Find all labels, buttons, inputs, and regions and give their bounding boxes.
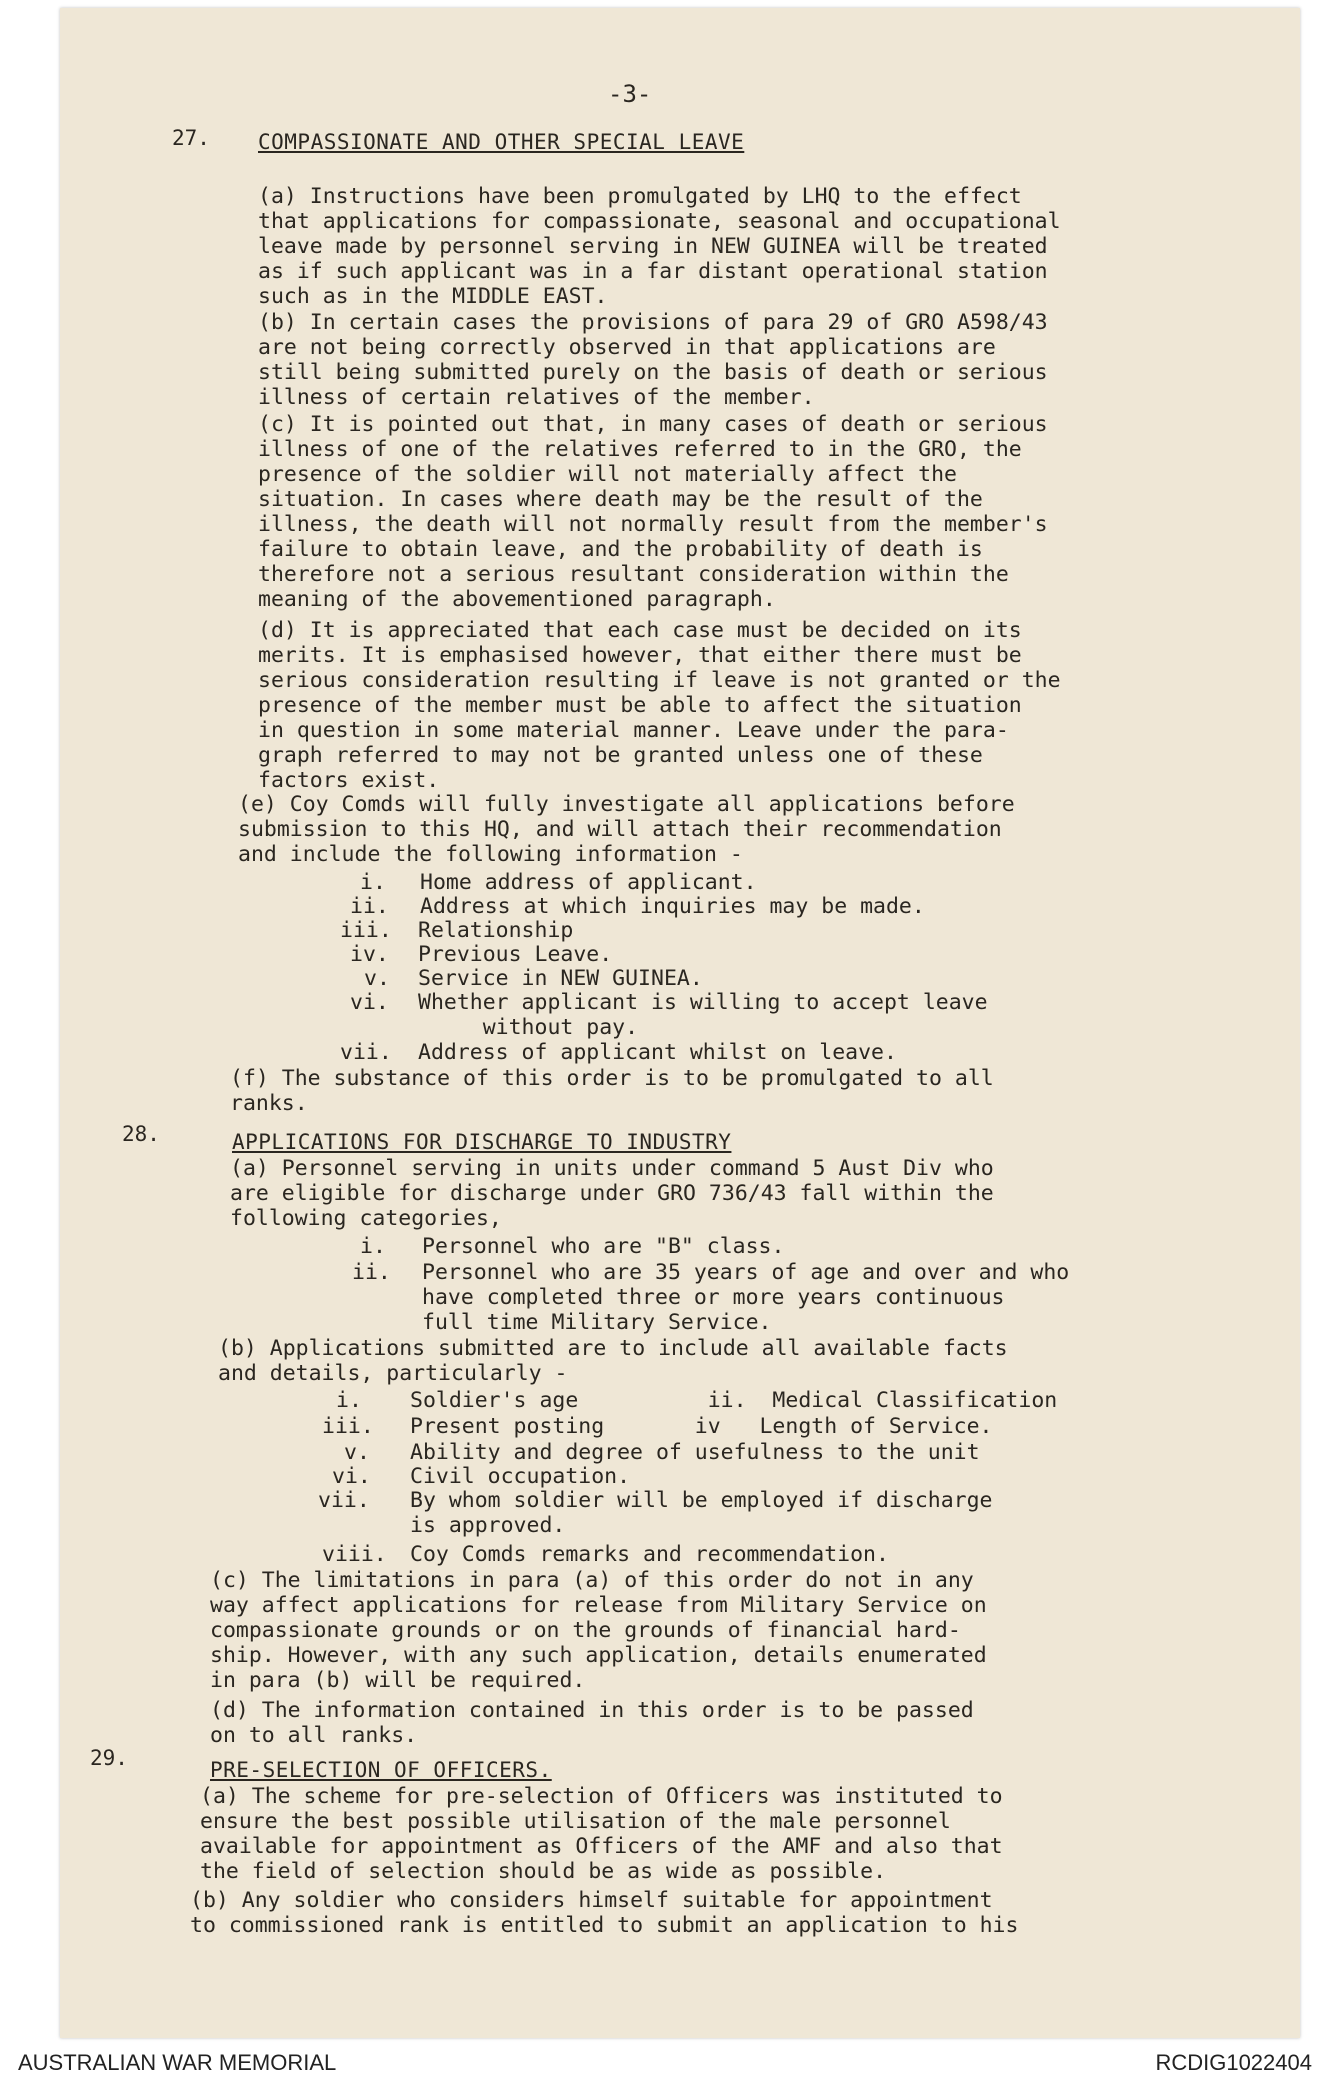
list-item-text: Address of applicant whilst on leave.	[418, 1040, 897, 1065]
list-item-text: Address at which inquiries may be made.	[420, 894, 925, 919]
list-item-number: i.	[360, 870, 386, 895]
detail-number: iii.	[322, 1414, 374, 1439]
section-title: COMPASSIONATE AND OTHER SPECIAL LEAVE	[258, 130, 745, 154]
detail-number: viii.	[322, 1542, 387, 1567]
list-item-text: Home address of applicant.	[420, 870, 757, 895]
section-title: APPLICATIONS FOR DISCHARGE TO INDUSTRY	[232, 1130, 732, 1154]
section-number: 28.	[122, 1122, 160, 1146]
category-number: ii.	[352, 1260, 391, 1285]
detail-number: vii.	[318, 1488, 370, 1513]
list-item-text: Previous Leave.	[418, 942, 613, 967]
section-number: 29.	[90, 1746, 128, 1770]
footer-left: AUSTRALIAN WAR MEMORIAL	[18, 2050, 337, 2075]
page-number: -3-	[608, 80, 652, 108]
detail-number: vi.	[332, 1464, 371, 1489]
category-number: i.	[360, 1234, 386, 1259]
paragraph-a: (a) Instructions have been promulgated by LHQ to the effect that applications for compassionate, seasonal and occupational leave made by personnel serving in NEW GUINEA will be treated as if such applicant was in a far distant operational station such as in the MIDDLE EAST.	[258, 184, 1061, 309]
paragraph-f: (f) The substance of this order is to be promulgated to all ranks.	[230, 1066, 994, 1116]
list-item-text: Whether applicant is willing to accept leave without pay.	[418, 990, 988, 1040]
document-page	[60, 8, 1300, 2038]
detail-text: Present posting iv Length of Service.	[410, 1414, 993, 1439]
list-item-number: iii.	[340, 918, 392, 943]
paragraph-a: (a) The scheme for pre-selection of Officers was instituted to ensure the best possible utilisation of the male personnel available for appointment as Officers of the AMF and also that the field of selection should be as wide as possible.	[200, 1784, 1003, 1884]
detail-number: v.	[344, 1440, 370, 1465]
list-item-number: v.	[364, 966, 390, 991]
paragraph-e: (e) Coy Comds will fully investigate all applications before submission to this HQ, and will attach their recommendation and include the following information -	[238, 792, 1015, 867]
detail-text: Soldier's age ii. Medical Classification	[410, 1388, 1058, 1413]
paragraph-c: (c) It is pointed out that, in many cases of death or serious illness of one of the relatives referred to in the GRO, the presence of the soldier will not materially affect the situation. In cases where death may be the result of the illness, the death will not normally result from the member's failure to obtain leave, and the probability of death is therefore not a serious resultant consideration within the meaning of the abovementioned paragraph.	[258, 412, 1048, 612]
paragraph-b: (b) Applications submitted are to include all available facts and details, particularly -	[218, 1336, 1008, 1386]
section-number: 27.	[172, 126, 210, 150]
list-item-number: iv.	[350, 942, 389, 967]
list-item-number: ii.	[350, 894, 389, 919]
section-title: PRE-SELECTION OF OFFICERS.	[210, 1758, 552, 1782]
paragraph-a: (a) Personnel serving in units under command 5 Aust Div who are eligible for discharge under GRO 736/43 fall within the following categories,	[230, 1156, 994, 1231]
paragraph-b: (b) In certain cases the provisions of para 29 of GRO A598/43 are not being correctly observed in that applications are still being submitted purely on the basis of death or serious illness of certain relatives of the member.	[258, 310, 1048, 410]
detail-text: Coy Comds remarks and recommendation.	[410, 1542, 889, 1567]
category-text: Personnel who are 35 years of age and over and who have completed three or more years continuous full time Military Service.	[422, 1260, 1070, 1335]
list-item-number: vi.	[350, 990, 389, 1015]
category-text: Personnel who are "B" class.	[422, 1234, 785, 1259]
list-item-number: vii.	[340, 1040, 392, 1065]
paragraph-c: (c) The limitations in para (a) of this order do not in any way affect applications for release from Military Service on compassionate grounds or on the grounds of financial hard- ship. However, with any such application, details enumerated in para (b) will be required.	[210, 1568, 987, 1693]
detail-text: Civil occupation.	[410, 1464, 631, 1489]
footer-right: RCDIG1022404	[1155, 2050, 1312, 2075]
detail-text: By whom soldier will be employed if discharge is approved.	[410, 1488, 993, 1538]
list-item-text: Service in NEW GUINEA.	[418, 966, 703, 991]
paragraph-d: (d) The information contained in this order is to be passed on to all ranks.	[210, 1698, 974, 1748]
detail-text: Ability and degree of usefulness to the unit	[410, 1440, 980, 1465]
detail-number: i.	[336, 1388, 362, 1413]
list-item-text: Relationship	[418, 918, 574, 943]
paragraph-d: (d) It is appreciated that each case must be decided on its merits. It is emphasised however, that either there must be serious consideration resulting if leave is not granted or the presence of the member must be able to affect the situation in question in some material manner. Leave under the para- graph referred to may not be granted unless one of these factors exist.	[258, 618, 1061, 793]
paragraph-b: (b) Any soldier who considers himself suitable for appointment to commissioned rank is entitled to submit an application to his	[190, 1888, 1019, 1938]
